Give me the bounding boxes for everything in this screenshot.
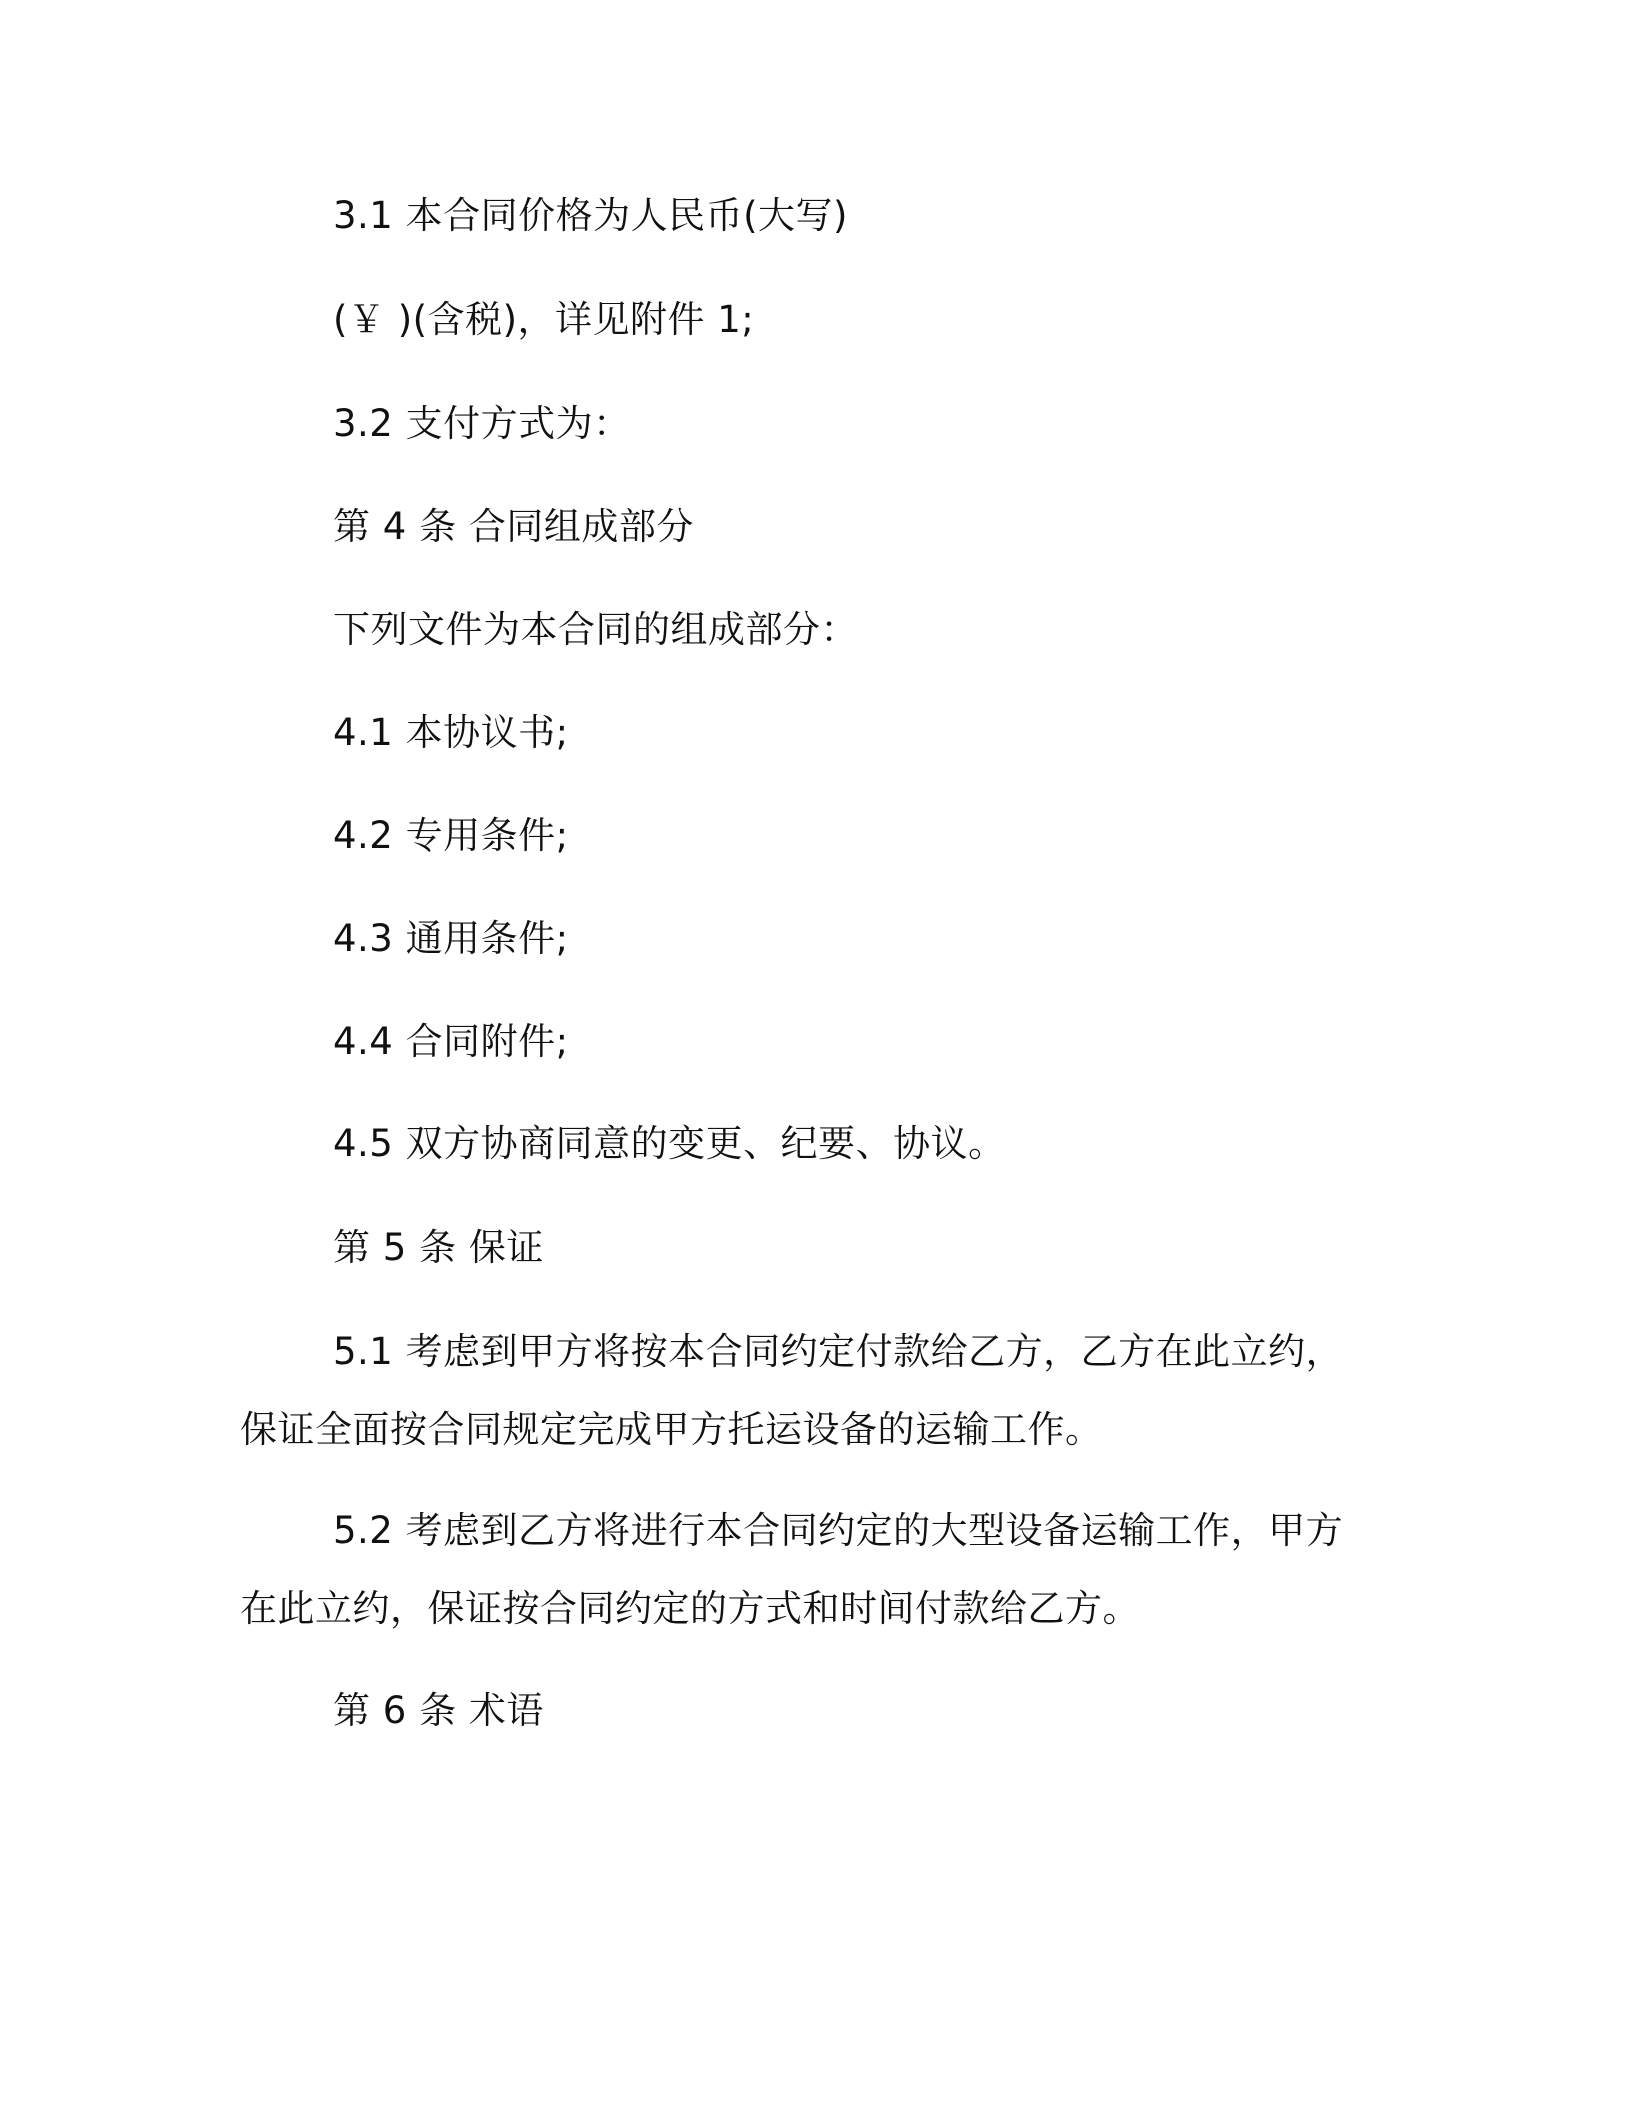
clause-3-1-price: 3.1 本合同价格为人民币(大写) [333,194,848,237]
clause-4-4: 4.4 合同附件; [333,1020,569,1063]
article-4-intro: 下列文件为本合同的组成部分： [333,608,858,651]
clause-3-2-payment: 3.2 支付方式为： [333,402,631,445]
clause-5-1: 5.1 考虑到甲方将按本合同约定付款给乙方，乙方在此立约，保证全面按合同规定完成甲方托运设备的运输工作。 [240,1330,1344,1451]
article-6-heading: 第 6 条 术语 [333,1689,544,1732]
clause-5-2: 5.2 考虑到乙方将进行本合同约定的大型设备运输工作，甲方在此立约，保证按合同约定的方式和时间付款给乙方。 [240,1509,1344,1630]
clause-4-5: 4.5 双方协商同意的变更、纪要、协议。 [333,1122,1006,1165]
clause-4-2: 4.2 专用条件; [333,814,569,857]
clause-3-1-tax-note: (￥ )(含税)，详见附件 1; [333,298,755,341]
article-4-heading: 第 4 条 合同组成部分 [333,505,694,548]
clause-4-3: 4.3 通用条件; [333,917,569,960]
article-5-heading: 第 5 条 保证 [333,1226,544,1269]
clause-4-1: 4.1 本协议书; [333,711,569,754]
